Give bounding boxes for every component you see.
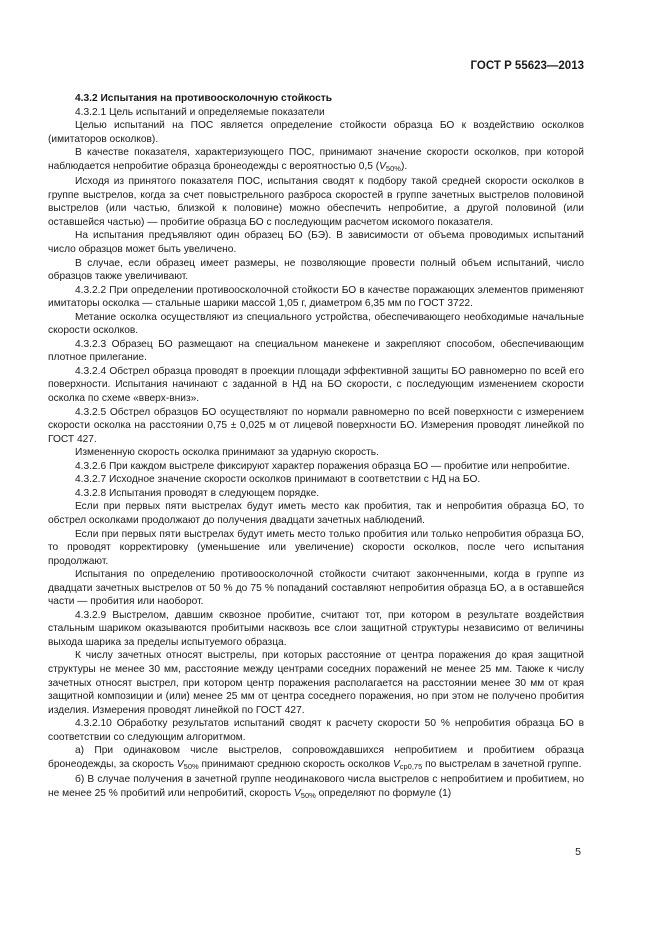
paragraph: 4.3.2.2 При определении противоосколочной стойкости БО в качестве поражающих элементов применяют имитаторы осколка — стальные шарики массой 1,05 г, диаметром 6,35 мм по ГОСТ 3722. (48, 284, 584, 310)
velocity-subscript: 50% (183, 761, 199, 771)
paragraph: 4.3.2.3 Образец БО размещают на специальном манекене и закрепляют способом, обеспечивающим плотное прилегание. (48, 338, 584, 364)
paragraph: 4.3.2.8 Испытания проводят в следующем порядке. (75, 487, 320, 499)
paragraph: 4.3.2.7 Исходное значение скорости осколков принимают в соответствии с НД на БО. (75, 474, 481, 486)
paragraph: На испытания предъявляют один образец БО (БЭ). В зависимости от объема проводимых испытаний число образцов может быть увеличено. (48, 230, 584, 256)
text-run: ). (400, 160, 408, 172)
section-heading: 4.3.2 Испытания на противоосколочную стойкость (75, 93, 333, 104)
paragraph: Испытания по определению противоосколочной стойкости считают законченными, когда в группе из двадцати зачетных выстрелов от 50 % до 75 % попаданий составляют непробития образца БО, а в оставшейся части — пробития или наоборот. (48, 569, 584, 608)
paragraph: К числу зачетных относят выстрелы, при которых расстояние от центра поражения до края защитной структуры не менее 30 мм, расстояние между центрами соседних поражений не менее 25 мм. Также к числу зачетных относят выстрел, при котором центр поражения располагается на расстоянии менее 30 мм от края защитной композиции и (или) менее 25 мм от центра соседнего поражения, но при этом не получено пробития изделия. Измерения проводят линейкой по ГОСТ 427. (48, 650, 584, 716)
velocity-symbol: V (293, 787, 301, 799)
paragraph: Целью испытаний на ПОС является определение стойкости образца БО к воздействию осколков (имитаторов осколков). (48, 120, 584, 145)
paragraph: 4.3.2.1 Цель испытаний и определяемые показатели (75, 106, 325, 118)
paragraph: Метание осколка осуществляют из специального устройства, обеспечивающего необходимые начальные скорости осколков. (48, 311, 584, 337)
text-run: а) При одинаковом числе выстрелов, сопровождавшихся непробитием и пробитием образца бронеодежды, за скорость (48, 745, 584, 770)
velocity-subscript: 50% (300, 790, 316, 800)
velocity-symbol: V (176, 758, 184, 770)
paragraph: Измененную скорость осколка принимают за ударную скорость. (75, 447, 379, 459)
paragraph (48, 744, 584, 773)
paragraph: Исходя из принятого показателя ПОС, испытания сводят к подбору такой средней скорости осколков в группе выстрелов, когда за счет повыстрельного разброса скоростей в группе зачетных выстрелов половиной выстрелов (или частью, близкой к половине) можно обеспечить непробитие, а другой половиной (или оставшейся частью) — пробитие образца БО с последующим расчетом искомого показателя. (48, 176, 584, 228)
document-body (48, 92, 584, 802)
paragraph (48, 146, 584, 175)
velocity-symbol: V (379, 160, 386, 172)
paragraph (48, 773, 584, 802)
text-run: по выстрелам в зачетной группе. (422, 758, 582, 770)
velocity-subscript: ср0,75 (399, 761, 423, 771)
page-number: 5 (575, 846, 581, 858)
paragraph: 4.3.2.6 При каждом выстреле фиксируют характер поражения образца БО — пробитие или непробитие. (75, 460, 570, 472)
velocity-subscript: 50% (385, 163, 401, 173)
text-run: В качестве показателя, характеризующего ПОС, принимают значение скорости осколков, при которой наблюдается непробитие образца бронеодежды с вероятностью 0,5 ( (48, 147, 584, 172)
paragraph: В случае, если образец имеет размеры, не позволяющие провести полный объем испытаний, число образцов также увеличивают. (48, 257, 584, 283)
velocity-symbol: V (392, 758, 400, 770)
paragraph: 4.3.2.5 Обстрел образцов БО осуществляют по нормали равномерно по всей поверхности с измерением скорости осколка на расстоянии 0,75 ± 0,025 м от лицевой поверхности БО. Измерения проводят линейкой по ГОСТ 427. (48, 406, 584, 445)
text-run: принимают среднюю скорость осколков (198, 758, 393, 770)
text-run: б) В случае получения в зачетной группе неодинакового числа выстрелов с непробитием и пробитием, но не менее 25 % пробитий или непробитий, скорость (48, 774, 584, 799)
paragraph: 4.3.2.4 Обстрел образца проводят в проекции площади эффективной защиты БО равномерно по всей его поверхности. Испытания начинают с заданной в НД на БО скорости, с последующим изменением скорости осколка по схеме «вверх-вниз». (48, 365, 584, 405)
paragraph: Если при первых пяти выстрелах будут иметь место только пробития или только непробития образца БО, то проводят корректировку (уменьшение или увеличение) скорости осколков, после чего испытания продолжают. (48, 528, 584, 567)
paragraph: 4.3.2.10 Обработку результатов испытаний сводят к расчету скорости 50 % непробития образца БО в соответствии со следующим алгоритмом. (48, 718, 584, 743)
text-run: определяют по формуле (1) (315, 787, 452, 799)
paragraph: 4.3.2.9 Выстрелом, давшим сквозное пробитие, считают тот, при котором в результате воздействия стальным шариком оказываются пробитыми насквозь все слои защитной структуры независимо от величины выхода шарика за пределы испытуемого образца. (48, 609, 584, 648)
paragraph: Если при первых пяти выстрелах будут иметь место как пробития, так и непробития образца БО, то обстрел осколками продолжают до получения двадцати зачетных наблюдений. (48, 501, 584, 526)
document-id: ГОСТ Р 55623—2013 (470, 60, 584, 72)
